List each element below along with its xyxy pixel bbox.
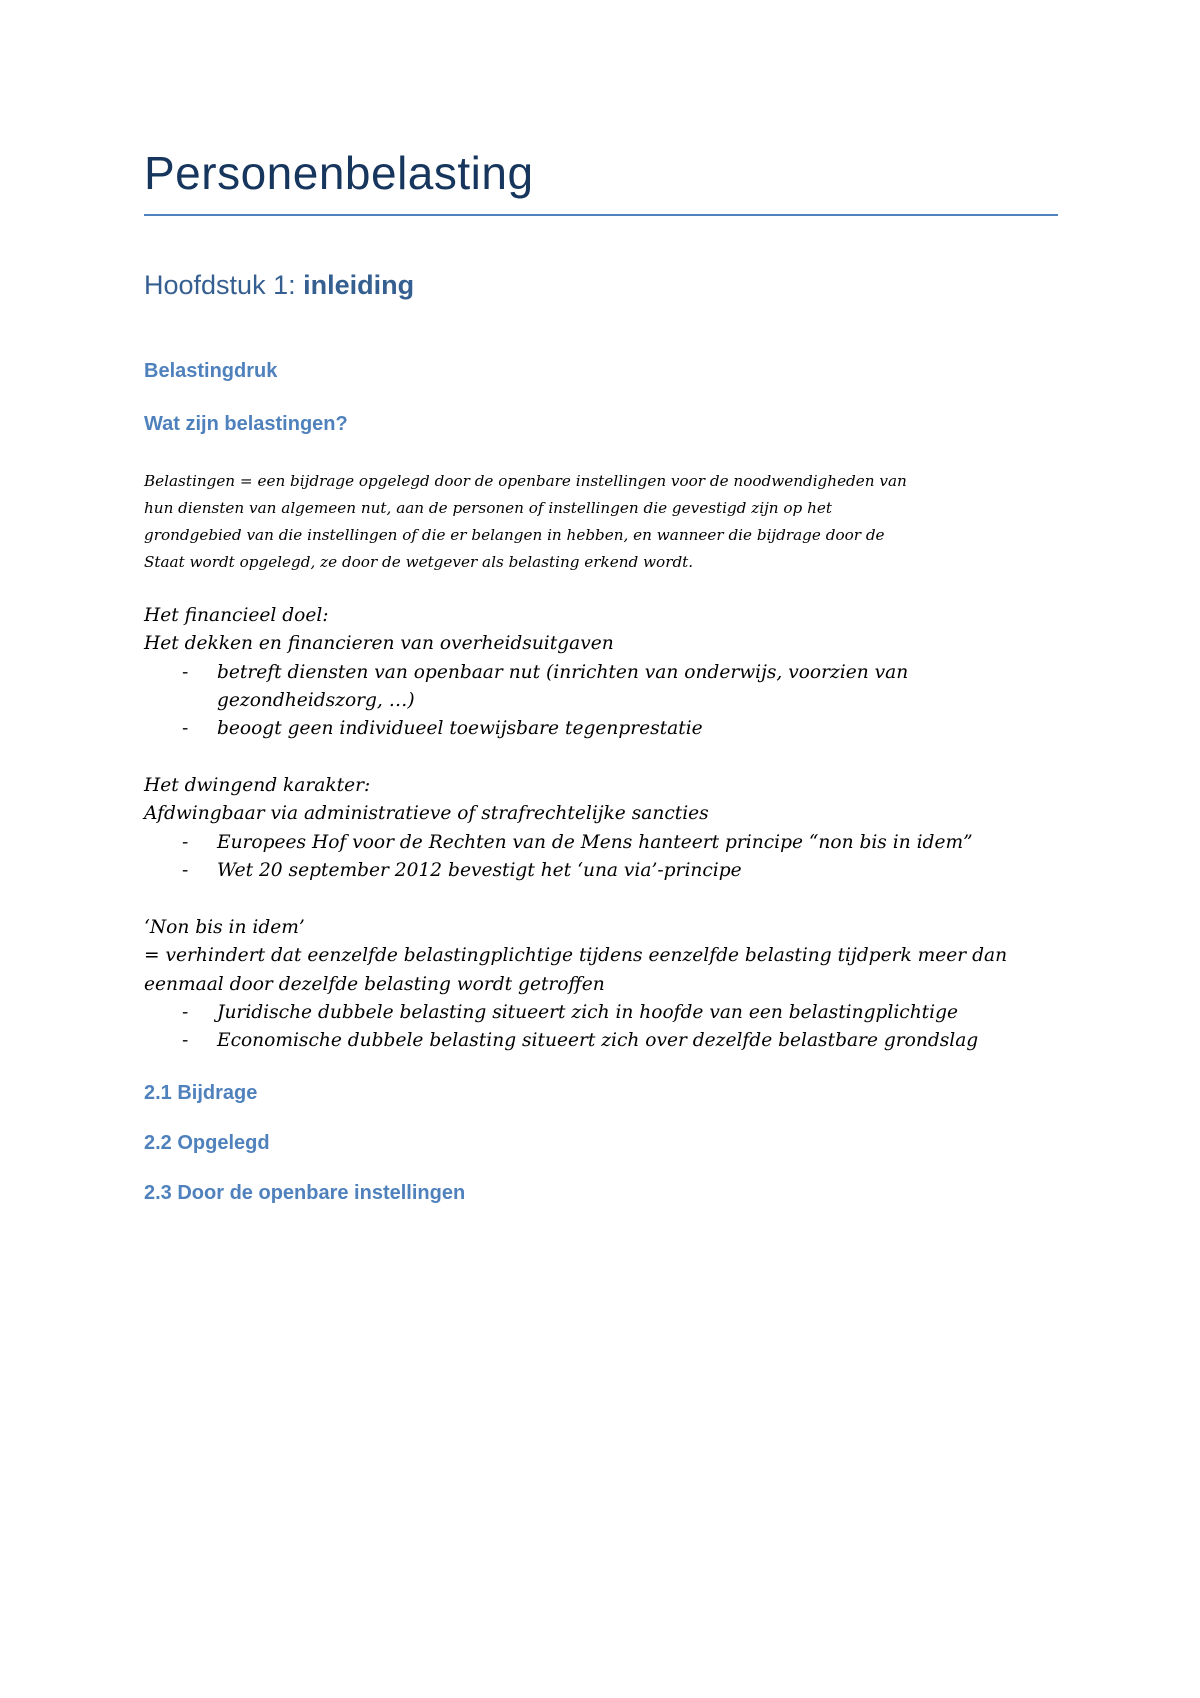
definition-line: grondgebied van die instellingen of die er belangen in hebben, en wanneer die bijdrage door de: [144, 526, 885, 544]
section-heading-openbare-instellingen: 2.3 Door de openbare instellingen: [144, 1182, 466, 1204]
heading-wat-zijn-belastingen: Wat zijn belastingen?: [144, 413, 348, 435]
list-item: [144, 999, 1074, 1027]
definition-line: Belastingen = een bijdrage opgelegd door de openbare instellingen voor de noodwendigheden van: [144, 472, 907, 490]
title-underline: [144, 214, 1058, 216]
financieel-intro: Het dekken en financieren van overheidsuitgaven: [144, 633, 614, 655]
list-item: [144, 659, 1074, 687]
chapter-prefix: Hoofdstuk 1:: [144, 270, 304, 300]
chapter-heading: [144, 270, 414, 301]
bullet-dash: -: [182, 1001, 189, 1023]
bullet-dash: -: [182, 1030, 189, 1052]
chapter-name: inleiding: [303, 270, 415, 300]
list-item-continuation: gezondheidszorg, …): [217, 689, 415, 711]
dwingend-intro: Afdwingbaar via administratieve of strafrechtelijke sancties: [144, 803, 709, 825]
section-heading-opgelegd: 2.2 Opgelegd: [144, 1132, 270, 1154]
nonbis-line: = verhindert dat eenzelfde belastingplichtige tijdens eenzelfde belasting tijdperk meer dan: [144, 945, 1008, 967]
dwingend-karakter-block: [144, 772, 1074, 885]
list-item-text: Europees Hof voor de Rechten van de Mens hanteert principe “non bis in idem”: [217, 831, 973, 853]
nonbis-line: eenmaal door dezelfde belasting wordt getroffen: [144, 973, 605, 995]
list-item-text: betreft diensten van openbaar nut (inrichten van onderwijs, voorzien van: [217, 661, 909, 683]
bullet-dash: -: [182, 831, 189, 853]
list-item: [144, 715, 1074, 743]
financieel-doel-block: [144, 602, 1074, 743]
definition-paragraph: [144, 468, 1064, 576]
list-item-text: Wet 20 september 2012 bevestigt het ‘una via’-principe: [217, 859, 742, 881]
document-title: Personenbelasting: [144, 147, 534, 199]
definition-line: hun diensten van algemeen nut, aan de personen of instellingen die gevestigd zijn op het: [144, 499, 832, 517]
non-bis-in-idem-block: [144, 914, 1074, 1055]
definition-line: Staat wordt opgelegd, ze door de wetgever als belasting erkend wordt.: [144, 553, 694, 571]
section-heading-bijdrage: 2.1 Bijdrage: [144, 1082, 258, 1104]
bullet-dash: -: [182, 661, 189, 683]
dwingend-heading: Het dwingend karakter:: [144, 775, 371, 796]
list-item-text: Juridische dubbele belasting situeert zich in hoofde van een belastingplichtige: [217, 1001, 958, 1023]
list-item-text: beoogt geen individueel toewijsbare tegenprestatie: [217, 718, 703, 740]
list-item: [144, 1027, 1074, 1055]
bullet-dash: -: [182, 859, 189, 881]
list-item-text: Economische dubbele belasting situeert zich over dezelfde belastbare grondslag: [217, 1030, 979, 1052]
bullet-dash: -: [182, 718, 189, 740]
list-item: [144, 829, 1074, 857]
list-item: [144, 857, 1074, 885]
financieel-heading: Het financieel doel:: [144, 605, 329, 626]
nonbis-heading: ‘Non bis in idem’: [144, 917, 305, 938]
heading-belastingdruk: Belastingdruk: [144, 360, 278, 382]
